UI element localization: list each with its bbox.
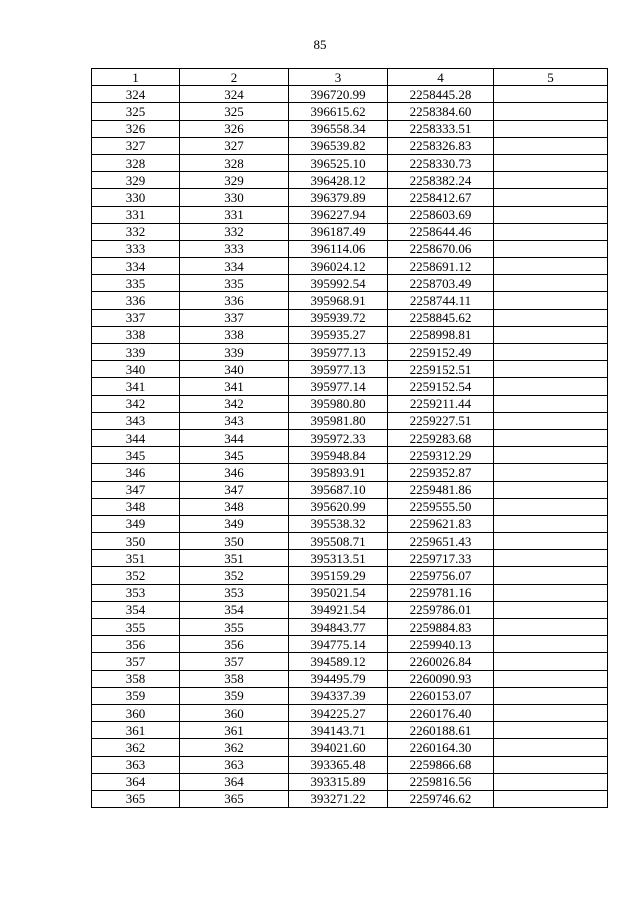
table-cell-col-1: 337 [92,309,180,326]
table-cell-col-4: 2258445.28 [388,86,494,103]
table-cell-col-4: 2258644.46 [388,223,494,240]
table-cell-col-3: 395159.29 [289,567,388,584]
table-cell-col-5 [494,790,608,807]
table-row [92,429,608,446]
table-cell-col-4: 2259756.07 [388,567,494,584]
table-row [92,584,608,601]
table-cell-col-3: 395980.80 [289,395,388,412]
table-cell-col-4: 2258691.12 [388,258,494,275]
table-cell-col-5 [494,773,608,790]
table-cell-col-4: 2259312.29 [388,447,494,464]
table-cell-col-5 [494,223,608,240]
table-cell-col-1: 359 [92,687,180,704]
table-cell-col-3: 396379.89 [289,189,388,206]
table-cell-col-4: 2259352.87 [388,464,494,481]
table-cell-col-5 [494,515,608,532]
table-cell-col-5 [494,739,608,756]
table-cell-col-3: 396525.10 [289,154,388,171]
table-cell-col-5 [494,258,608,275]
table-cell-col-2: 336 [180,292,289,309]
page-number: 85 [313,37,327,52]
table-cell-col-4: 2260188.61 [388,722,494,739]
table-cell-col-4: 2259651.43 [388,533,494,550]
table-cell-col-3: 394775.14 [289,636,388,653]
table-row [92,653,608,670]
table-cell-col-4: 2259152.51 [388,361,494,378]
table-cell-col-3: 394495.79 [289,670,388,687]
table-cell-col-1: 336 [92,292,180,309]
table-cell-col-1: 365 [92,790,180,807]
table-row [92,361,608,378]
table-cell-col-3: 395620.99 [289,498,388,515]
table-cell-col-4: 2260026.84 [388,653,494,670]
table-cell-col-3: 393365.48 [289,756,388,773]
table-cell-col-3: 395687.10 [289,481,388,498]
table-cell-col-3: 395893.91 [289,464,388,481]
table-cell-col-2: 334 [180,258,289,275]
table-row [92,103,608,120]
table-cell-col-4: 2259940.13 [388,636,494,653]
table-cell-col-1: 341 [92,378,180,395]
table-cell-col-5 [494,429,608,446]
table-cell-col-1: 361 [92,722,180,739]
table-cell-col-4: 2259211.44 [388,395,494,412]
table-cell-col-4: 2260153.07 [388,687,494,704]
table-cell-col-2: 337 [180,309,289,326]
table-cell-col-2: 333 [180,240,289,257]
table-cell-col-1: 360 [92,704,180,721]
table-cell-col-5 [494,361,608,378]
table-row [92,395,608,412]
table-cell-col-4: 2259283.68 [388,429,494,446]
header-row [92,69,608,86]
table-cell-col-4: 2258326.83 [388,137,494,154]
table-cell-col-2: 349 [180,515,289,532]
table-cell-col-2: 329 [180,172,289,189]
table-row [92,756,608,773]
table-cell-col-1: 324 [92,86,180,103]
table-cell-col-4: 2259152.49 [388,344,494,361]
table-cell-col-1: 347 [92,481,180,498]
table-cell-col-3: 396227.94 [289,206,388,223]
table-cell-col-2: 341 [180,378,289,395]
table-cell-col-5 [494,722,608,739]
table-cell-col-3: 395968.91 [289,292,388,309]
table-row [92,601,608,618]
column-header-1: 1 [92,69,180,86]
table-cell-col-4: 2259621.83 [388,515,494,532]
table-cell-col-3: 394143.71 [289,722,388,739]
table-cell-col-2: 338 [180,326,289,343]
table-cell-col-2: 360 [180,704,289,721]
table-cell-col-4: 2258330.73 [388,154,494,171]
table-cell-col-1: 345 [92,447,180,464]
table-cell-col-4: 2258603.69 [388,206,494,223]
table-cell-col-1: 348 [92,498,180,515]
table-cell-col-1: 346 [92,464,180,481]
table-cell-col-1: 335 [92,275,180,292]
table-cell-col-3: 394589.12 [289,653,388,670]
table-row [92,292,608,309]
table-cell-col-2: 350 [180,533,289,550]
table-cell-col-4: 2258744.11 [388,292,494,309]
table-cell-col-3: 393315.89 [289,773,388,790]
table-cell-col-3: 394021.60 [289,739,388,756]
table-cell-col-2: 328 [180,154,289,171]
table-cell-col-1: 350 [92,533,180,550]
table-cell-col-5 [494,206,608,223]
table-cell-col-1: 354 [92,601,180,618]
table-cell-col-3: 395508.71 [289,533,388,550]
table-cell-col-1: 328 [92,154,180,171]
table-cell-col-5 [494,533,608,550]
table-cell-col-5 [494,395,608,412]
table-cell-col-3: 395972.33 [289,429,388,446]
table-cell-col-2: 327 [180,137,289,154]
table-cell-col-5 [494,344,608,361]
table-cell-col-5 [494,86,608,103]
table-cell-col-2: 359 [180,687,289,704]
table-row [92,773,608,790]
table-cell-col-2: 363 [180,756,289,773]
table-cell-col-4: 2259152.54 [388,378,494,395]
table-cell-col-1: 356 [92,636,180,653]
table-cell-col-5 [494,670,608,687]
table-cell-col-4: 2259227.51 [388,412,494,429]
table-cell-col-1: 332 [92,223,180,240]
table-cell-col-2: 335 [180,275,289,292]
table-row [92,550,608,567]
table-cell-col-4: 2259816.56 [388,773,494,790]
table-cell-col-2: 346 [180,464,289,481]
table-row [92,498,608,515]
table-cell-col-3: 396558.34 [289,120,388,137]
table-cell-col-4: 2259717.33 [388,550,494,567]
table-cell-col-1: 330 [92,189,180,206]
table-cell-col-4: 2258412.67 [388,189,494,206]
table-row [92,619,608,636]
table-row [92,206,608,223]
table-row [92,722,608,739]
table-cell-col-3: 395538.32 [289,515,388,532]
table-cell-col-5 [494,189,608,206]
table-cell-col-2: 356 [180,636,289,653]
table-cell-col-3: 393271.22 [289,790,388,807]
table-cell-col-3: 394225.27 [289,704,388,721]
table-row [92,412,608,429]
table-cell-col-4: 2259781.16 [388,584,494,601]
table-cell-col-2: 339 [180,344,289,361]
table-row [92,240,608,257]
table-cell-col-3: 394921.54 [289,601,388,618]
table-cell-col-1: 352 [92,567,180,584]
table-cell-col-5 [494,704,608,721]
table-cell-col-5 [494,756,608,773]
table-cell-col-1: 353 [92,584,180,601]
table-cell-col-2: 340 [180,361,289,378]
table-cell-col-2: 325 [180,103,289,120]
table-cell-col-4: 2260176.40 [388,704,494,721]
table-cell-col-3: 395935.27 [289,326,388,343]
table-cell-col-1: 334 [92,258,180,275]
table-cell-col-2: 330 [180,189,289,206]
table-cell-col-5 [494,447,608,464]
table-cell-col-4: 2259884.83 [388,619,494,636]
table-cell-col-2: 357 [180,653,289,670]
table-row [92,687,608,704]
table-cell-col-3: 396615.62 [289,103,388,120]
table-cell-col-2: 344 [180,429,289,446]
table-cell-col-5 [494,154,608,171]
table-cell-col-2: 348 [180,498,289,515]
table-row [92,533,608,550]
column-header-2: 2 [180,69,289,86]
table-cell-col-5 [494,292,608,309]
table-cell-col-2: 355 [180,619,289,636]
table-cell-col-2: 358 [180,670,289,687]
table-cell-col-3: 396539.82 [289,137,388,154]
table-cell-col-1: 363 [92,756,180,773]
table-row [92,86,608,103]
table-cell-col-5 [494,172,608,189]
table-row [92,223,608,240]
table-cell-col-5 [494,481,608,498]
table-row [92,790,608,807]
table-cell-col-5 [494,619,608,636]
table-cell-col-5 [494,103,608,120]
table-cell-col-1: 343 [92,412,180,429]
table-row [92,739,608,756]
table-cell-col-4: 2259866.68 [388,756,494,773]
table-cell-col-5 [494,498,608,515]
table-cell-col-5 [494,326,608,343]
table-cell-col-1: 364 [92,773,180,790]
table-cell-col-5 [494,240,608,257]
table-cell-col-5 [494,378,608,395]
table-cell-col-2: 364 [180,773,289,790]
table-cell-col-5 [494,584,608,601]
table-row [92,258,608,275]
table-cell-col-3: 396720.99 [289,86,388,103]
table-row [92,636,608,653]
table-cell-col-3: 395977.13 [289,344,388,361]
table-cell-col-2: 354 [180,601,289,618]
table-cell-col-1: 338 [92,326,180,343]
table-cell-col-5 [494,275,608,292]
table-cell-col-2: 351 [180,550,289,567]
table-cell-col-1: 344 [92,429,180,446]
table-cell-col-3: 395948.84 [289,447,388,464]
table-row [92,326,608,343]
table-body [92,86,608,808]
table-cell-col-1: 349 [92,515,180,532]
table-cell-col-5 [494,550,608,567]
table-row [92,137,608,154]
table-row [92,120,608,137]
table-cell-col-1: 326 [92,120,180,137]
column-header-5: 5 [494,69,608,86]
table-row [92,464,608,481]
table-cell-col-1: 325 [92,103,180,120]
table-cell-col-2: 345 [180,447,289,464]
table-cell-col-3: 395939.72 [289,309,388,326]
table-cell-col-2: 324 [180,86,289,103]
table-cell-col-5 [494,464,608,481]
table-row [92,567,608,584]
table-cell-col-2: 362 [180,739,289,756]
table-cell-col-5 [494,601,608,618]
table-cell-col-4: 2258998.81 [388,326,494,343]
table-cell-col-1: 351 [92,550,180,567]
table-cell-col-2: 365 [180,790,289,807]
table-cell-col-1: 329 [92,172,180,189]
table-cell-col-1: 357 [92,653,180,670]
table-cell-col-2: 347 [180,481,289,498]
table-row [92,154,608,171]
table-cell-col-1: 358 [92,670,180,687]
table-cell-col-4: 2259555.50 [388,498,494,515]
table-cell-col-4: 2258384.60 [388,103,494,120]
table-cell-col-3: 396114.06 [289,240,388,257]
table-cell-col-3: 395981.80 [289,412,388,429]
table-row [92,515,608,532]
table-cell-col-3: 395977.14 [289,378,388,395]
table-cell-col-2: 352 [180,567,289,584]
table-cell-col-4: 2259481.86 [388,481,494,498]
column-header-4: 4 [388,69,494,86]
table-cell-col-5 [494,412,608,429]
table-cell-col-1: 362 [92,739,180,756]
table-header [92,69,608,86]
table-cell-col-5 [494,653,608,670]
coordinates-table [91,68,608,808]
table-row [92,275,608,292]
table-cell-col-1: 327 [92,137,180,154]
table-cell-col-1: 355 [92,619,180,636]
table-cell-col-3: 395977.13 [289,361,388,378]
table-cell-col-3: 396428.12 [289,172,388,189]
table-cell-col-1: 339 [92,344,180,361]
table-cell-col-2: 326 [180,120,289,137]
table-row [92,481,608,498]
table-cell-col-1: 340 [92,361,180,378]
table-cell-col-4: 2258670.06 [388,240,494,257]
table-cell-col-4: 2260090.93 [388,670,494,687]
table-cell-col-1: 331 [92,206,180,223]
table-row [92,309,608,326]
table-cell-col-2: 331 [180,206,289,223]
table-cell-col-4: 2258703.49 [388,275,494,292]
table-cell-col-3: 395992.54 [289,275,388,292]
table-cell-col-3: 396024.12 [289,258,388,275]
table-cell-col-4: 2258333.51 [388,120,494,137]
table-cell-col-1: 333 [92,240,180,257]
table-cell-col-4: 2260164.30 [388,739,494,756]
table-cell-col-2: 342 [180,395,289,412]
table-cell-col-3: 394337.39 [289,687,388,704]
table-row [92,670,608,687]
table-cell-col-5 [494,687,608,704]
table-cell-col-5 [494,120,608,137]
table-row [92,189,608,206]
table-row [92,447,608,464]
table-cell-col-2: 353 [180,584,289,601]
table-cell-col-3: 395021.54 [289,584,388,601]
table-cell-col-5 [494,636,608,653]
table-row [92,378,608,395]
table-cell-col-3: 394843.77 [289,619,388,636]
table-cell-col-2: 361 [180,722,289,739]
table-cell-col-3: 395313.51 [289,550,388,567]
table-cell-col-4: 2259786.01 [388,601,494,618]
table-cell-col-5 [494,137,608,154]
table-cell-col-4: 2258382.24 [388,172,494,189]
table-cell-col-1: 342 [92,395,180,412]
table-cell-col-2: 343 [180,412,289,429]
table-cell-col-5 [494,567,608,584]
table-row [92,344,608,361]
table-cell-col-4: 2258845.62 [388,309,494,326]
table-cell-col-3: 396187.49 [289,223,388,240]
table-cell-col-5 [494,309,608,326]
table-row [92,704,608,721]
column-header-3: 3 [289,69,388,86]
table-cell-col-2: 332 [180,223,289,240]
table-row [92,172,608,189]
table-cell-col-4: 2259746.62 [388,790,494,807]
